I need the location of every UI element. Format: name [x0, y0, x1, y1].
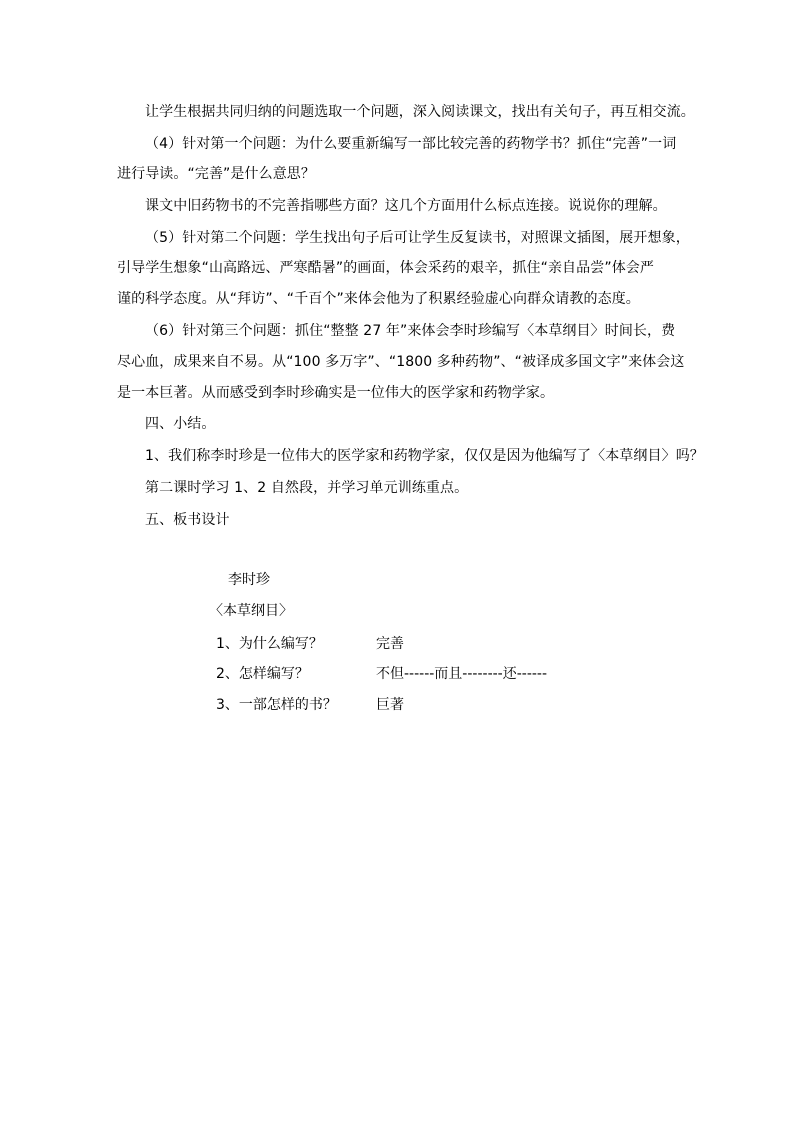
- board-title-book: 〈本草纲目〉: [209, 603, 293, 619]
- paragraph-old-books: 课文中旧药物书的不完善指哪些方面？这几个方面用什么标点连接。说说你的理解。: [145, 198, 667, 214]
- paragraph-summary-1: 1、我们称李时珍是一位伟大的医学家和药物学家，仅仅是因为他编写了〈本草纲目〉吗？: [145, 448, 704, 464]
- board-row-3-answer: 巨著: [376, 697, 404, 713]
- section-board-heading: 五、板书设计: [145, 512, 230, 528]
- paragraph-question-6: （6）针对第三个问题：抓住“整整 27 年”来体会李时珍编写〈本草纲目〉时间长，费: [145, 323, 676, 339]
- paragraph-question-5-cont2: 谨的科学态度。从“拜访”、“千百个”来体会他为了积累经验虚心向群众请教的态度。: [117, 291, 640, 307]
- board-row-1-question: 1、为什么编写？: [216, 636, 323, 652]
- paragraph-second-lesson: 第二课时学习 1、2 自然段，并学习单元训练重点。: [145, 480, 469, 496]
- board-row-2-question: 2、怎样编写？: [216, 666, 309, 682]
- paragraph-intro: 让学生根据共同归纳的问题选取一个问题，深入阅读课文，找出有关句子，再互相交流。: [145, 104, 695, 120]
- paragraph-question-4-cont: 进行导读。“完善”是什么意思？: [117, 166, 316, 182]
- paragraph-question-6-cont2: 是一本巨著。从而感受到李时珍确实是一位伟大的医学家和药物学家。: [117, 385, 555, 401]
- board-row-1-answer: 完善: [376, 636, 404, 652]
- paragraph-question-6-cont1: 尽心血，成果来自不易。从“100 多万字”、“1800 多种药物”、“被译成多国文字”来体会这: [117, 354, 685, 370]
- paragraph-question-5-cont1: 引导学生想象“山高路远、严寒酷暑”的画面，体会采药的艰辛，抓住“亲自品尝”体会严: [117, 260, 655, 276]
- paragraph-question-4: （4）针对第一个问题：为什么要重新编写一部比较完善的药物学书？抓住“完善”一词: [145, 136, 677, 152]
- board-row-2-answer: 不但------而且--------还------: [376, 666, 548, 682]
- paragraph-question-5: （5）针对第二个问题：学生找出句子后可让学生反复读书，对照课文插图，展开想象，: [145, 230, 690, 246]
- board-row-3-question: 3、一部怎样的书？: [216, 697, 337, 713]
- section-summary-heading: 四、小结。: [145, 416, 216, 432]
- board-title-name: 李时珍: [228, 572, 270, 588]
